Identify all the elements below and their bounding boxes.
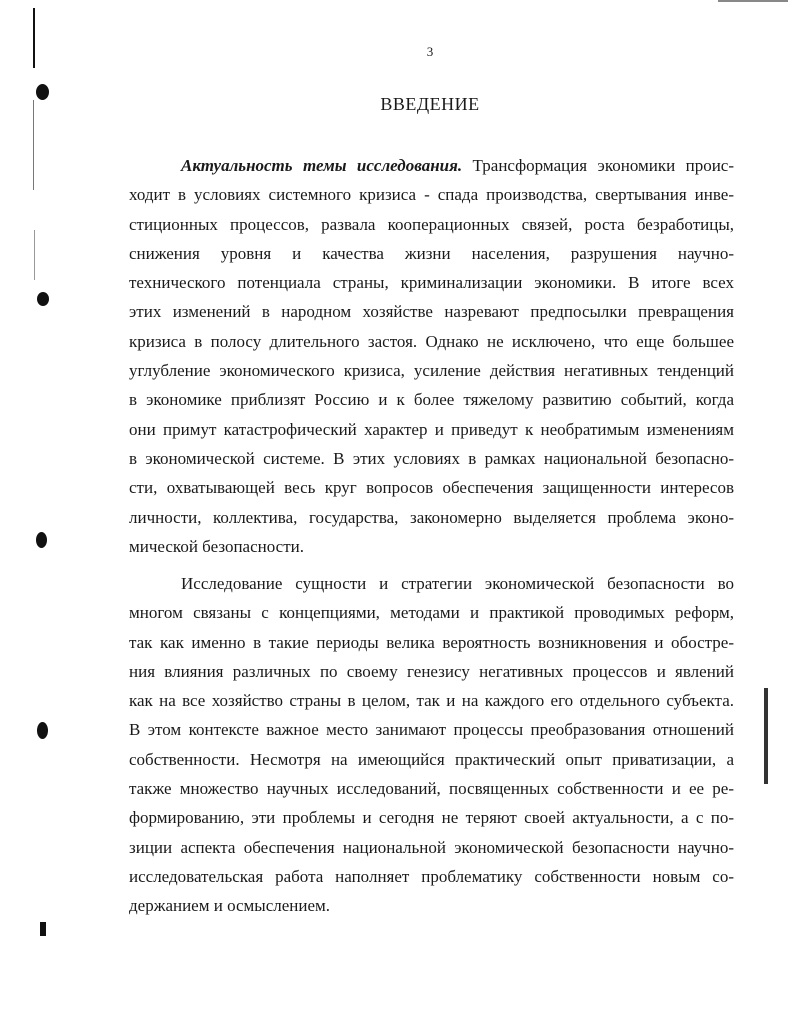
paragraph-research [129, 569, 734, 921]
text-line [129, 862, 734, 891]
line-text: технического потенциала страны, криминализации экономики. В итоге всех [129, 273, 734, 293]
text-line [129, 444, 734, 473]
text-line [129, 628, 734, 657]
scan-top-right-mark [718, 0, 788, 2]
line-text: так как именно в такие периоды велика вероятность возникновения и обостре- [129, 632, 734, 652]
text-line [129, 327, 734, 356]
text-line [129, 385, 734, 414]
text-line [129, 415, 734, 444]
text-line [129, 268, 734, 297]
scan-right-edge-mark [764, 688, 768, 784]
text-line [129, 833, 734, 862]
text-line [129, 356, 734, 385]
line-text: стиционных процессов, развала кооперационных связей, роста безработицы, [129, 214, 734, 234]
line-text: формированию, эти проблемы и сегодня не теряют своей актуальности, а с по- [129, 808, 734, 828]
binder-hole-mark-3 [36, 532, 47, 548]
text-line [129, 297, 734, 326]
text-line [129, 686, 734, 715]
line-text: снижения уровня и качества жизни населения, разрушения научно- [129, 243, 734, 263]
lead-phrase: Актуальность темы исследования. [181, 156, 463, 175]
paragraph-relevance [129, 151, 734, 561]
text-line [129, 803, 734, 832]
text-line [129, 569, 734, 598]
section-heading: ВВЕДЕНИЕ [380, 94, 480, 114]
line-text: исследовательская работа наполняет проблематику собственности новым со- [129, 866, 734, 886]
binder-hole-mark-2 [37, 292, 49, 306]
text-line [129, 473, 734, 502]
binder-hole-mark-4 [37, 722, 48, 739]
line-text: в экономической системе. В этих условиях в рамках национальной безопасно- [129, 448, 734, 468]
line-text: также множество научных исследований, посвященных собственности и ее ре- [129, 779, 734, 799]
line-text: зиции аспекта обеспечения национальной экономической безопасности научно- [129, 837, 734, 857]
line-text: мической безопасности. [129, 536, 304, 556]
line-text: многом связаны с концепциями, методами и практикой проводимых реформ, [129, 603, 734, 623]
line-text: личности, коллектива, государства, закономерно выделяется проблема эконо- [129, 507, 734, 527]
text-line [129, 532, 734, 561]
scan-margin-line-low [34, 230, 35, 280]
line-text: они примут катастрофический характер и приведут к необратимым изменениям [129, 419, 734, 439]
line-text: ходит в условиях системного кризиса - спада производства, свертывания инве- [129, 185, 734, 205]
line-text: сти, охватывающей весь круг вопросов обеспечения защищенности интересов [129, 478, 734, 498]
line-text: Трансформация экономики проис- [472, 156, 735, 175]
text-line [129, 715, 734, 744]
line-text: этих изменений в народном хозяйстве назревают предпосылки превращения [129, 302, 734, 322]
text-line [129, 745, 734, 774]
line-text: Исследование сущности и стратегии экономической безопасности во [181, 574, 734, 593]
line-text: держанием и осмыслением. [129, 896, 331, 916]
text-line [129, 657, 734, 686]
line-text: в экономике приблизят Россию и к более тяжелому развитию событий, когда [129, 390, 734, 410]
line-text: В этом контексте важное место занимают процессы преобразования отношений [129, 720, 734, 740]
text-line [129, 503, 734, 532]
text-line [129, 891, 734, 920]
text-line [129, 774, 734, 803]
line-text: как на все хозяйство страны в целом, так и на каждого его отдельного субъекта. [129, 691, 734, 711]
line-text: кризиса в полосу длительного застоя. Однако не исключено, что еще большее [129, 331, 734, 351]
line-text: углубление экономического кризиса, усиление действия негативных тенденций [129, 361, 734, 381]
text-line [129, 239, 734, 268]
text-line [129, 210, 734, 239]
line-text: собственности. Несмотря на имеющийся практический опыт приватизации, а [129, 749, 734, 769]
binder-hole-mark-5 [40, 922, 46, 936]
page-number: 3 [426, 44, 434, 59]
text-line [129, 151, 734, 180]
text-line [129, 180, 734, 209]
line-text: ния влияния различных по своему генезису негативных процессов и явлений [129, 661, 734, 681]
text-line [129, 598, 734, 627]
